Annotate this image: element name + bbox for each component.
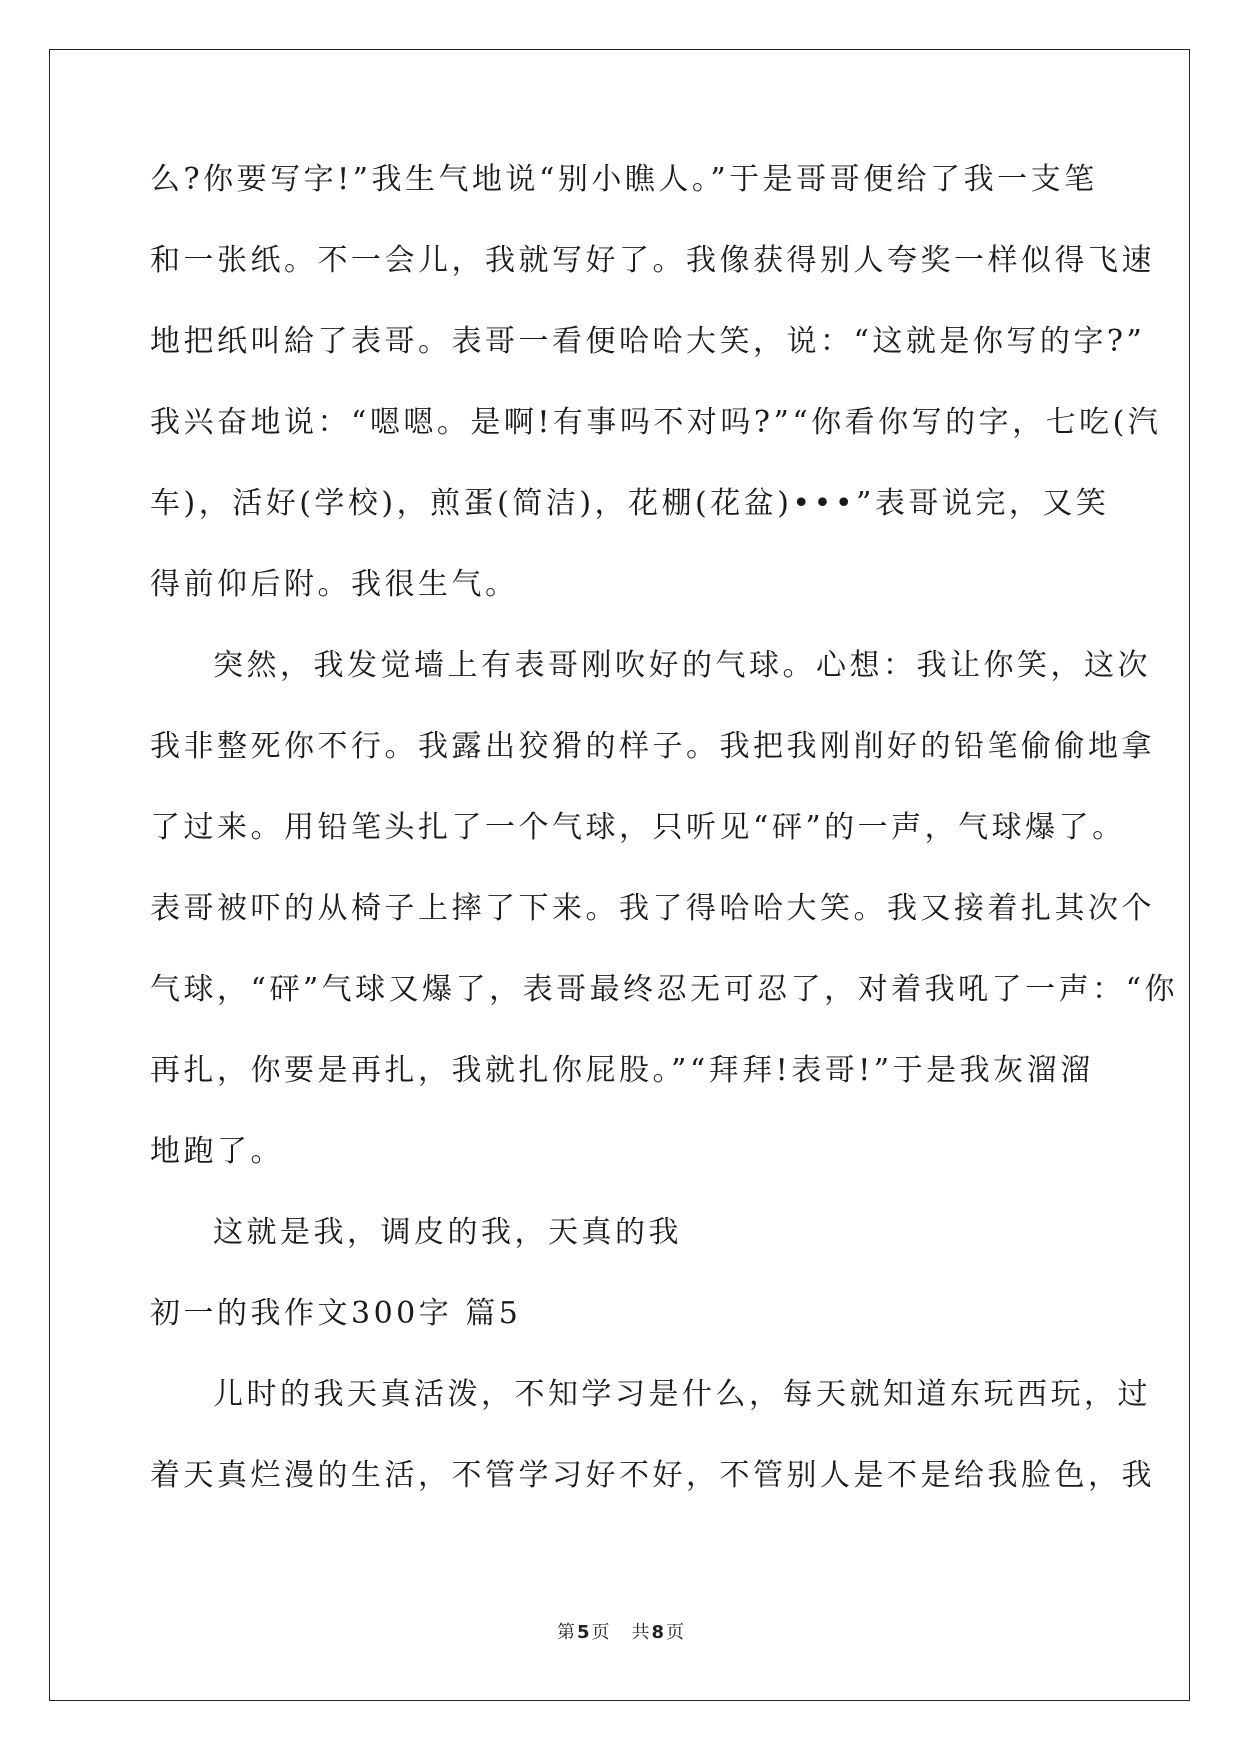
text-line: 我兴奋地说：“嗯嗯。是啊!有事吗不对吗?”“你看你写的字，七吃(汽 [150, 405, 1162, 440]
text-line: 和一张纸。不一会儿，我就写好了。我像获得别人夸奖一样似得飞速 [150, 243, 1155, 278]
text-line: 了过来。用铅笔头扎了一个气球，只听见“砰”的一声，气球爆了。 [150, 810, 1126, 845]
text-line: 着天真烂漫的生活，不管学习好不好，不管别人是不是给我脸色，我 [150, 1458, 1155, 1493]
footer-total-prefix: 共 [631, 1622, 650, 1643]
footer-total-suffix: 页 [666, 1622, 685, 1643]
text-line: 地跑了。 [150, 1134, 284, 1169]
text-line: 突然，我发觉墙上有表哥刚吹好的气球。心想：我让你笑，这次 [213, 648, 1151, 683]
page-footer [0, 1618, 1241, 1644]
footer-page-total: 8 [651, 1622, 665, 1643]
text-line: 这就是我，调皮的我，天真的我 [213, 1215, 682, 1250]
text-line: 表哥被吓的从椅子上摔了下来。我了得哈哈大笑。我又接着扎其次个 [150, 891, 1155, 926]
text-line: 初一的我作文300字 篇5 [150, 1296, 522, 1331]
text-line: 儿时的我天真活泼，不知学习是什么，每天就知道东玩西玩，过 [213, 1377, 1151, 1412]
text-line: 么?你要写字!”我生气地说“别小瞧人。”于是哥哥便给了我一支笔 [150, 162, 1098, 197]
text-line: 车)，活好(学校)，煎蛋(简洁)，花棚(花盆)•••”表哥说完，又笑 [150, 486, 1110, 521]
footer-page-mid: 页 [591, 1622, 610, 1643]
document-body [150, 160, 1179, 1537]
text-line: 得前仰后附。我很生气。 [150, 567, 519, 602]
text-line: 气球，“砰”气球又爆了，表哥最终忍无可忍了，对着我吼了一声：“你 [150, 972, 1179, 1007]
footer-page-current: 5 [576, 1622, 590, 1643]
footer-page-prefix: 第 [556, 1622, 575, 1643]
text-line: 地把纸叫給了表哥。表哥一看便哈哈大笑，说：“这就是你写的字?” [150, 324, 1146, 359]
text-line: 再扎，你要是再扎，我就扎你屁股。”“拜拜!表哥!”于是我灰溜溜 [150, 1053, 1094, 1088]
text-line: 我非整死你不行。我露出狡猾的样子。我把我刚削好的铅笔偷偷地拿 [150, 729, 1155, 764]
